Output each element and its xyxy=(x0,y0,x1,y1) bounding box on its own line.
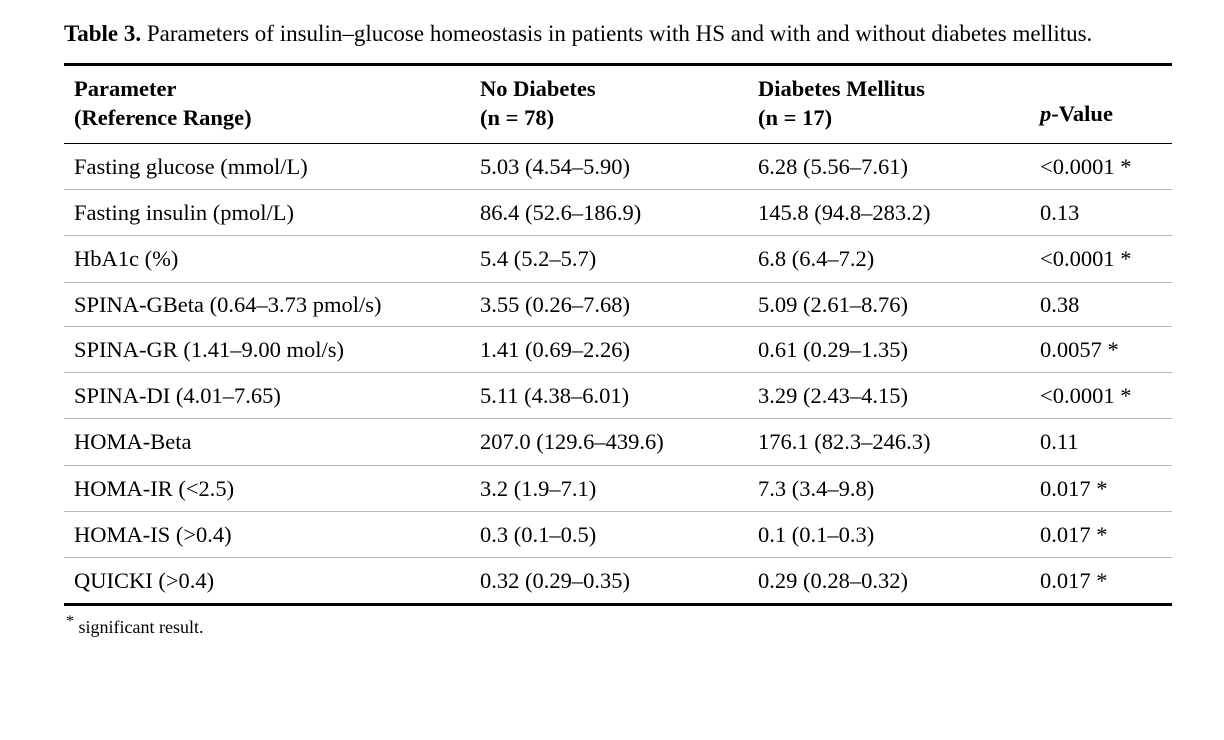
column-header-diabetes-mellitus-line2: (n = 17) xyxy=(758,104,833,130)
table-header xyxy=(64,65,1172,144)
cell-no-diabetes: 5.03 (4.54–5.90) xyxy=(470,143,748,189)
cell-parameter: Fasting insulin (pmol/L) xyxy=(64,190,470,236)
cell-no-diabetes: 207.0 (129.6–439.6) xyxy=(470,419,748,465)
cell-diabetes: 7.3 (3.4–9.8) xyxy=(748,465,1030,511)
cell-parameter: HbA1c (%) xyxy=(64,236,470,282)
cell-parameter: SPINA-GBeta (0.64–3.73 pmol/s) xyxy=(64,282,470,326)
column-header-no-diabetes-line2: (n = 78) xyxy=(480,104,555,130)
cell-p-value: 0.017 * xyxy=(1040,568,1108,594)
cell-parameter: Fasting glucose (mmol/L) xyxy=(64,143,470,189)
cell-no-diabetes: 86.4 (52.6–186.9) xyxy=(470,190,748,236)
table-row xyxy=(64,190,1172,236)
table-row xyxy=(64,326,1172,372)
cell-parameter: SPINA-GR (1.41–9.00 mol/s) xyxy=(64,326,470,372)
footnote-marker: * xyxy=(66,613,74,631)
cell-diabetes: 176.1 (82.3–246.3) xyxy=(748,419,1030,465)
cell-no-diabetes: 3.2 (1.9–7.1) xyxy=(470,465,748,511)
cell-diabetes: 0.61 (0.29–1.35) xyxy=(748,326,1030,372)
column-header-p-value xyxy=(1030,65,1172,144)
column-header-no-diabetes-line1: No Diabetes xyxy=(480,76,596,102)
cell-parameter: HOMA-IR (<2.5) xyxy=(64,465,470,511)
column-header-diabetes-mellitus-line1: Diabetes Mellitus xyxy=(758,76,925,102)
table-header-row xyxy=(64,65,1172,144)
table-caption-label: Table 3. xyxy=(64,21,142,46)
cell-no-diabetes: 3.55 (0.26–7.68) xyxy=(470,282,748,326)
cell-p-value: 0.13 xyxy=(1030,190,1172,236)
results-table xyxy=(64,63,1172,603)
table-row xyxy=(64,419,1172,465)
table-caption xyxy=(64,18,1172,49)
table-bottom-rule xyxy=(64,603,1172,606)
column-header-p-value-italic: p xyxy=(1040,101,1052,127)
table-row xyxy=(64,465,1172,511)
table-row xyxy=(64,236,1172,282)
cell-diabetes: 145.8 (94.8–283.2) xyxy=(748,190,1030,236)
cell-no-diabetes: 0.3 (0.1–0.5) xyxy=(470,511,748,557)
cell-diabetes: 5.09 (2.61–8.76) xyxy=(748,282,1030,326)
cell-p-value: <0.0001 * xyxy=(1030,143,1172,189)
cell-diabetes: 6.28 (5.56–7.61) xyxy=(748,143,1030,189)
cell-parameter: HOMA-Beta xyxy=(64,419,470,465)
cell-no-diabetes: 0.32 (0.29–0.35) xyxy=(480,568,630,594)
cell-p-value: 0.017 * xyxy=(1030,465,1172,511)
cell-p-value: 0.017 * xyxy=(1030,511,1172,557)
cell-diabetes: 3.29 (2.43–4.15) xyxy=(748,373,1030,419)
cell-parameter: HOMA-IS (>0.4) xyxy=(64,511,470,557)
column-header-parameter-line1: Parameter xyxy=(74,76,177,102)
column-header-parameter-line2: (Reference Range) xyxy=(74,104,252,130)
table-footnote xyxy=(64,612,1172,639)
cell-p-value: 0.0057 * xyxy=(1030,326,1172,372)
cell-p-value: 0.38 xyxy=(1030,282,1172,326)
column-header-p-value-rest: -Value xyxy=(1051,101,1113,127)
cell-diabetes: 0.29 (0.28–0.32) xyxy=(758,568,908,594)
table-row xyxy=(64,558,1172,604)
table-caption-text: Parameters of insulin–glucose homeostasis in patients with HS and with and without diabetes mellitus. xyxy=(146,21,1093,46)
column-header-parameter xyxy=(64,65,470,144)
table-row xyxy=(64,511,1172,557)
table-body xyxy=(64,143,1172,603)
cell-no-diabetes: 1.41 (0.69–2.26) xyxy=(470,326,748,372)
cell-parameter: QUICKI (>0.4) xyxy=(74,568,215,594)
footnote-text: significant result. xyxy=(74,617,204,638)
table-row xyxy=(64,373,1172,419)
cell-p-value: 0.11 xyxy=(1030,419,1172,465)
cell-no-diabetes: 5.11 (4.38–6.01) xyxy=(470,373,748,419)
cell-no-diabetes: 5.4 (5.2–5.7) xyxy=(470,236,748,282)
table-row xyxy=(64,282,1172,326)
cell-parameter: SPINA-DI (4.01–7.65) xyxy=(64,373,470,419)
column-header-diabetes-mellitus xyxy=(748,65,1030,144)
column-header-no-diabetes xyxy=(470,65,748,144)
cell-p-value: <0.0001 * xyxy=(1030,373,1172,419)
table-row xyxy=(64,143,1172,189)
cell-diabetes: 0.1 (0.1–0.3) xyxy=(748,511,1030,557)
cell-diabetes: 6.8 (6.4–7.2) xyxy=(748,236,1030,282)
cell-p-value: <0.0001 * xyxy=(1030,236,1172,282)
